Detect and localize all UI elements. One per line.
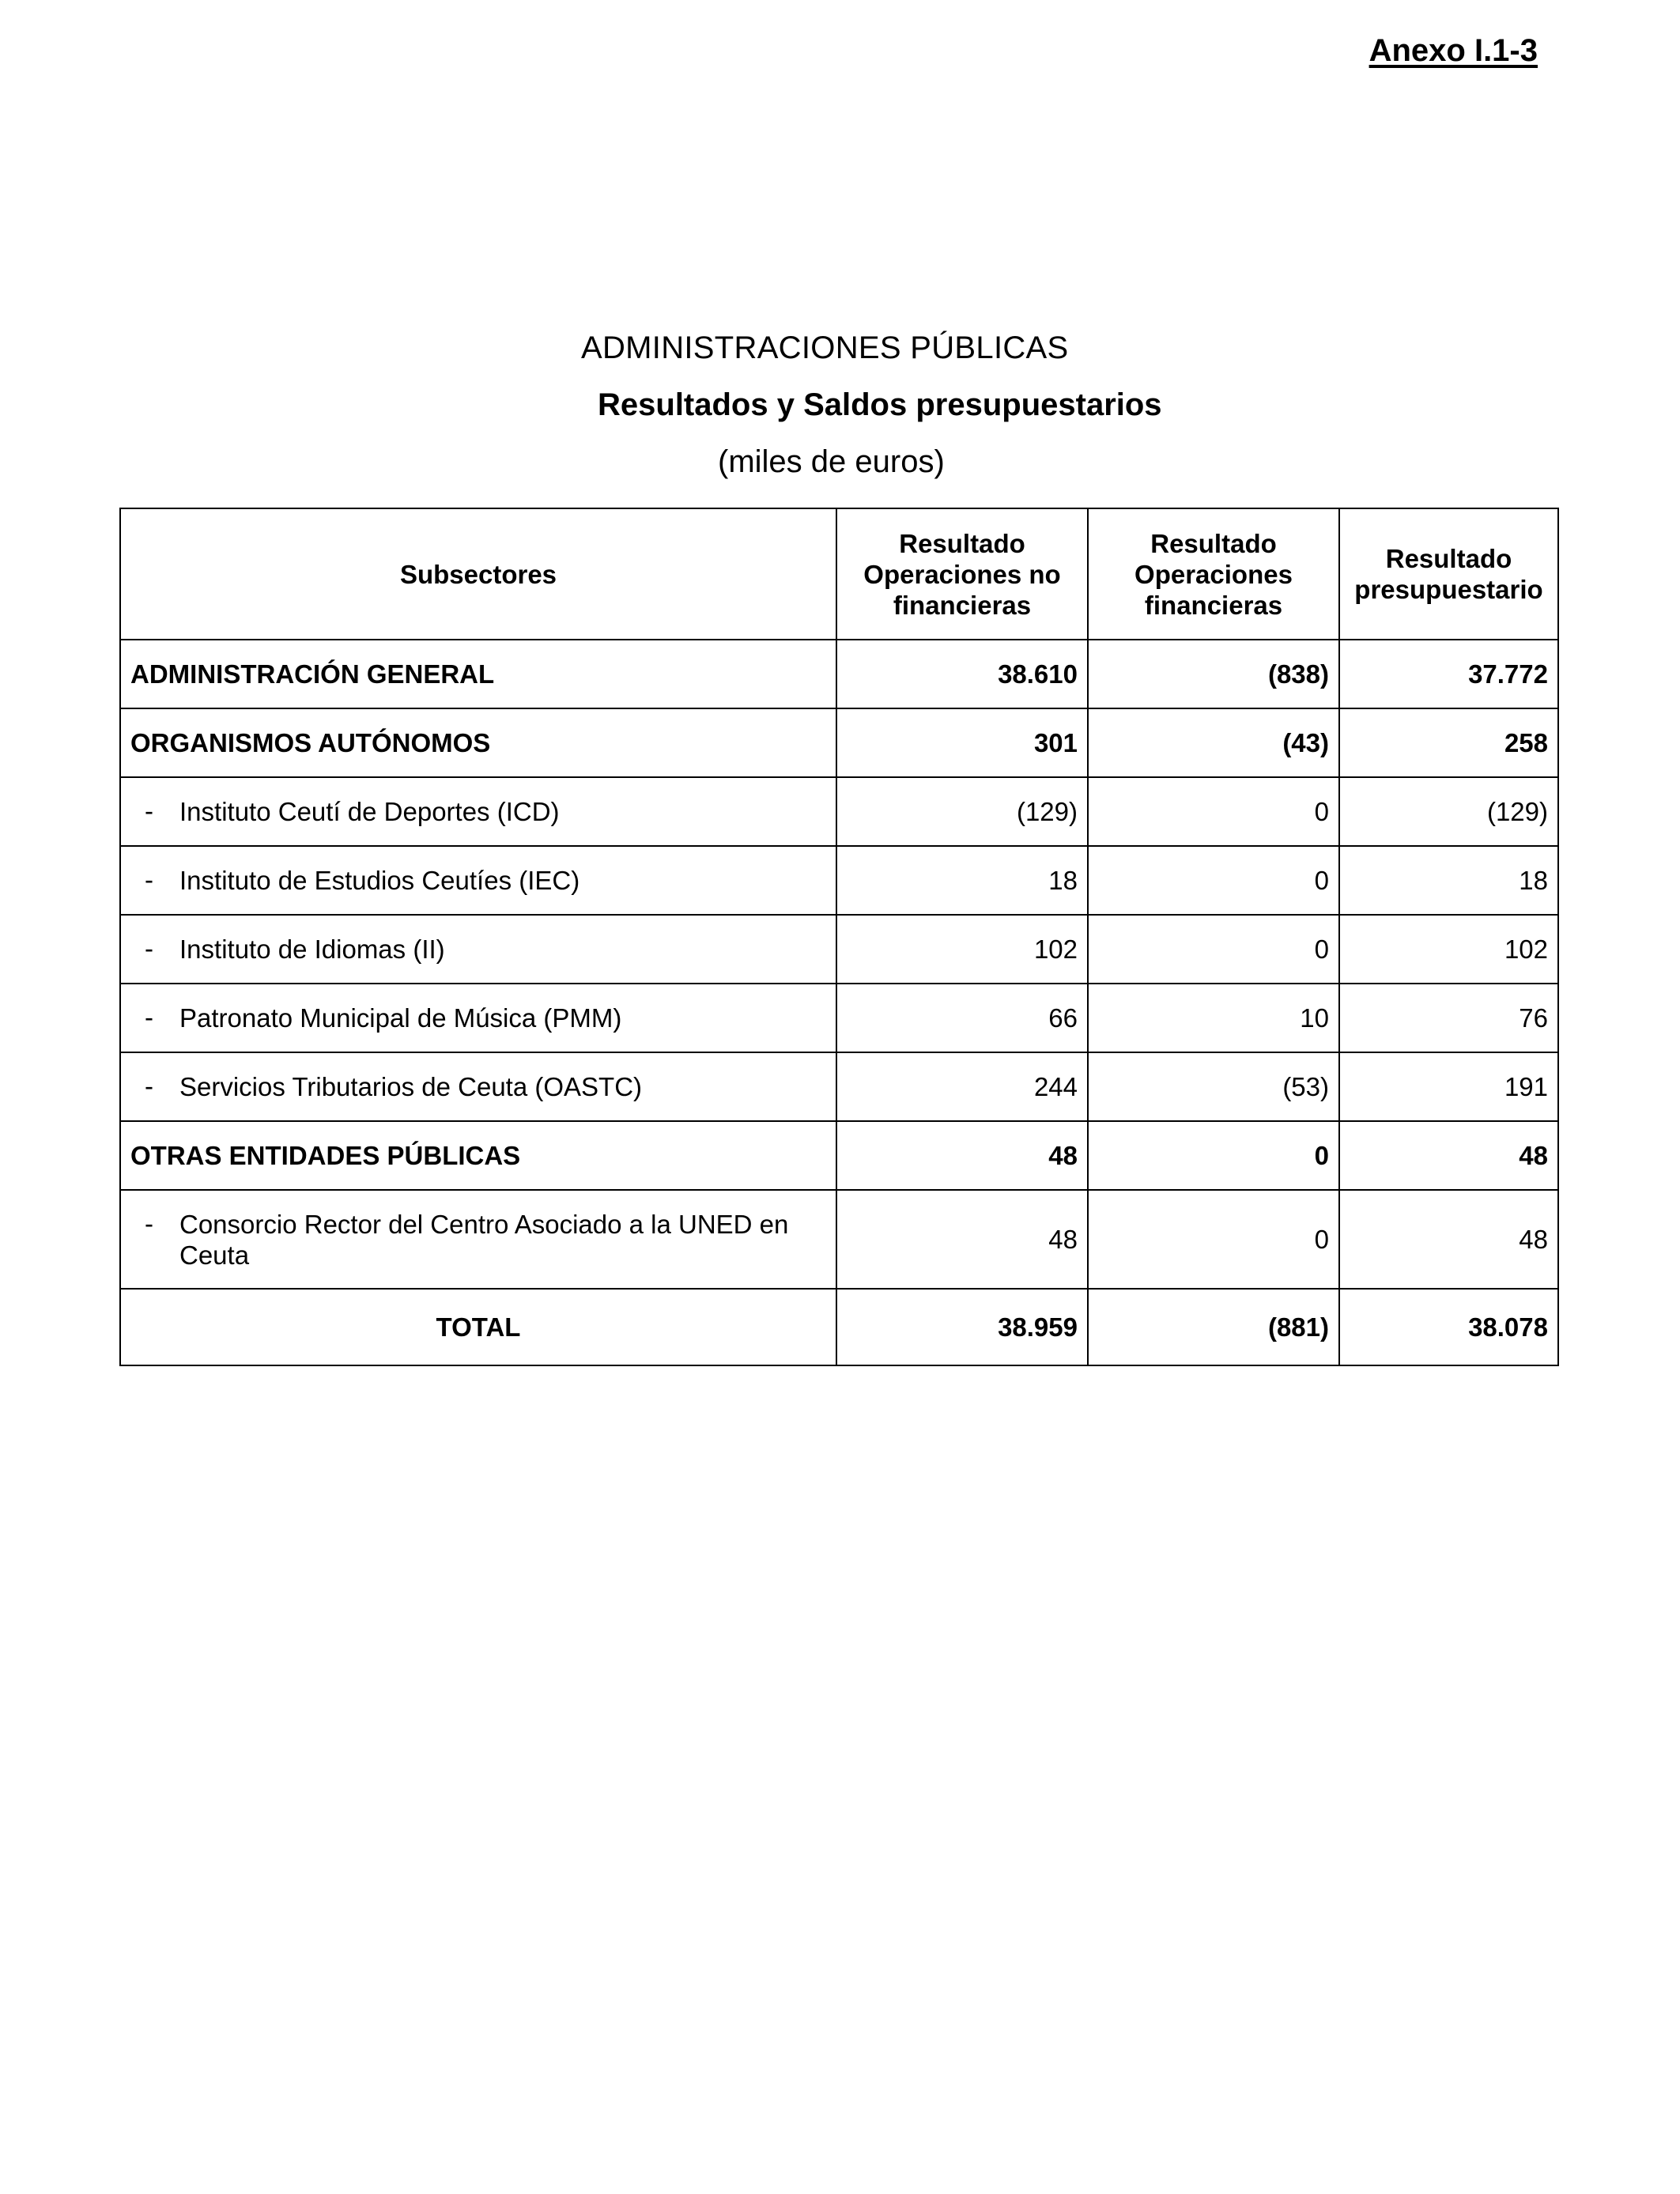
row-name: Instituto de Estudios Ceutíes (IEC) xyxy=(179,866,580,895)
cell-no-financieras: 66 xyxy=(836,984,1088,1052)
table-row xyxy=(120,984,1558,1052)
cell-no-financieras: (129) xyxy=(836,777,1088,846)
row-name: Consorcio Rector del Centro Asociado a la UNED en Ceuta xyxy=(179,1209,789,1270)
table-row xyxy=(120,1190,1558,1289)
cell-no-financieras: 244 xyxy=(836,1052,1088,1121)
table-row xyxy=(120,846,1558,915)
header-financieras: Resultado Operaciones financieras xyxy=(1088,508,1339,640)
cell-financieras: 0 xyxy=(1088,1121,1339,1190)
row-name: Instituto de Idiomas (II) xyxy=(179,935,445,964)
bullet-dash: - xyxy=(145,1003,153,1032)
results-table xyxy=(119,508,1559,1366)
cell-presupuestario: 37.772 xyxy=(1339,640,1558,708)
total-row xyxy=(120,1289,1558,1365)
cell-presupuestario: 258 xyxy=(1339,708,1558,777)
cell-presupuestario: 48 xyxy=(1339,1190,1558,1289)
header-presupuestario: Resultado presupuestario xyxy=(1339,508,1558,640)
table-row xyxy=(120,640,1558,708)
total-label: TOTAL xyxy=(120,1289,836,1365)
row-name-cell xyxy=(120,915,836,984)
cell-presupuestario: 191 xyxy=(1339,1052,1558,1121)
cell-presupuestario: 18 xyxy=(1339,846,1558,915)
total-no-financieras: 38.959 xyxy=(836,1289,1088,1365)
cell-no-financieras: 18 xyxy=(836,846,1088,915)
row-name: ORGANISMOS AUTÓNOMOS xyxy=(120,708,836,777)
cell-financieras: 0 xyxy=(1088,846,1339,915)
row-name: Instituto Ceutí de Deportes (ICD) xyxy=(179,797,560,826)
cell-no-financieras: 48 xyxy=(836,1121,1088,1190)
units-label: (miles de euros) xyxy=(718,444,945,479)
cell-no-financieras: 301 xyxy=(836,708,1088,777)
bullet-dash: - xyxy=(145,1208,153,1238)
cell-no-financieras: 48 xyxy=(836,1190,1088,1289)
cell-financieras: 10 xyxy=(1088,984,1339,1052)
cell-presupuestario: 102 xyxy=(1339,915,1558,984)
page-subtitle: Resultados y Saldos presupuestarios xyxy=(598,387,1162,422)
table-row xyxy=(120,708,1558,777)
bullet-dash: - xyxy=(145,1071,153,1101)
table-row xyxy=(120,777,1558,846)
row-name-cell xyxy=(120,1190,836,1289)
cell-financieras: 0 xyxy=(1088,915,1339,984)
total-financieras: (881) xyxy=(1088,1289,1339,1365)
row-name: OTRAS ENTIDADES PÚBLICAS xyxy=(120,1121,836,1190)
cell-financieras: 0 xyxy=(1088,777,1339,846)
bullet-dash: - xyxy=(145,796,153,825)
table-row xyxy=(120,915,1558,984)
table-header-row xyxy=(120,508,1558,640)
cell-financieras: (43) xyxy=(1088,708,1339,777)
cell-no-financieras: 38.610 xyxy=(836,640,1088,708)
cell-presupuestario: (129) xyxy=(1339,777,1558,846)
total-presupuestario: 38.078 xyxy=(1339,1289,1558,1365)
bullet-dash: - xyxy=(145,865,153,894)
cell-financieras: (53) xyxy=(1088,1052,1339,1121)
page-title: ADMINISTRACIONES PÚBLICAS xyxy=(581,330,1069,365)
table-row xyxy=(120,1121,1558,1190)
row-name-cell xyxy=(120,984,836,1052)
row-name-cell xyxy=(120,1052,836,1121)
cell-no-financieras: 102 xyxy=(836,915,1088,984)
cell-financieras: 0 xyxy=(1088,1190,1339,1289)
bullet-dash: - xyxy=(145,934,153,963)
row-name-cell xyxy=(120,846,836,915)
header-no-financieras: Resultado Operaciones no financieras xyxy=(836,508,1088,640)
row-name: ADMINISTRACIÓN GENERAL xyxy=(120,640,836,708)
table-row xyxy=(120,1052,1558,1121)
cell-financieras: (838) xyxy=(1088,640,1339,708)
header-subsectores: Subsectores xyxy=(120,508,836,640)
cell-presupuestario: 48 xyxy=(1339,1121,1558,1190)
cell-presupuestario: 76 xyxy=(1339,984,1558,1052)
annex-label: Anexo I.1-3 xyxy=(1369,33,1538,68)
row-name: Servicios Tributarios de Ceuta (OASTC) xyxy=(179,1072,643,1101)
row-name-cell xyxy=(120,777,836,846)
row-name: Patronato Municipal de Música (PMM) xyxy=(179,1003,622,1033)
